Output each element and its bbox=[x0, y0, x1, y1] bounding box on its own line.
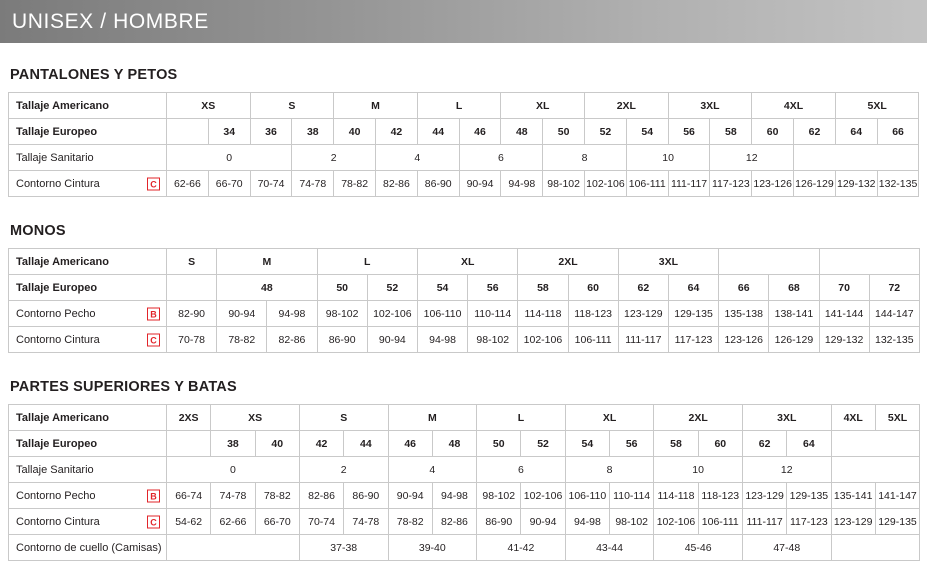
row-label: Contorno Cintura C bbox=[9, 509, 167, 535]
table-cell: 10 bbox=[654, 457, 743, 483]
table-partes-superiores-y-batas bbox=[8, 404, 920, 561]
table-row bbox=[9, 171, 919, 197]
row-label: Tallaje Americano bbox=[9, 249, 167, 275]
table-cell: 43-44 bbox=[565, 535, 654, 561]
row-label: Tallaje Americano bbox=[9, 93, 167, 119]
table-cell: 111-117 bbox=[618, 327, 668, 353]
section-title-monos: MONOS bbox=[10, 223, 66, 239]
row-label: Contorno Cintura C bbox=[9, 327, 167, 353]
table-cell: 54 bbox=[417, 275, 467, 301]
row-label: Tallaje Sanitario bbox=[9, 457, 167, 483]
table-cell: 2XL bbox=[654, 405, 743, 431]
table-cell: 90-94 bbox=[459, 171, 501, 197]
measure-badge-c-icon: C bbox=[147, 177, 160, 190]
table-cell: 52 bbox=[367, 275, 417, 301]
table-cell: 106-111 bbox=[626, 171, 668, 197]
table-cell: 54 bbox=[565, 431, 609, 457]
table-cell: 70 bbox=[819, 275, 869, 301]
table-cell: 12 bbox=[742, 457, 831, 483]
table-cell: 46 bbox=[388, 431, 432, 457]
table-cell: 8 bbox=[543, 145, 627, 171]
table-cell: 135-141 bbox=[831, 483, 875, 509]
page-banner bbox=[0, 0, 927, 43]
table-cell: 74-78 bbox=[344, 509, 388, 535]
table-cell: 12 bbox=[710, 145, 794, 171]
table-cell: 5XL bbox=[875, 405, 919, 431]
row-label: Tallaje Sanitario bbox=[9, 145, 167, 171]
table-cell: 132-135 bbox=[877, 171, 919, 197]
table-cell: 52 bbox=[585, 119, 627, 145]
table-cell: 94-98 bbox=[267, 301, 317, 327]
table-cell: 111-117 bbox=[668, 171, 710, 197]
row-label: Tallaje Europeo bbox=[9, 119, 167, 145]
table-cell: 126-129 bbox=[769, 327, 819, 353]
table-cell: 4 bbox=[388, 457, 477, 483]
table-cell: 138-141 bbox=[769, 301, 819, 327]
table-cell: 98-102 bbox=[477, 483, 521, 509]
table-cell: 4 bbox=[376, 145, 460, 171]
table-cell: 111-117 bbox=[742, 509, 786, 535]
table-cell: 129-135 bbox=[787, 483, 831, 509]
table-cell: 106-110 bbox=[417, 301, 467, 327]
table-cell bbox=[831, 457, 920, 483]
table-cell: 46 bbox=[459, 119, 501, 145]
row-label: Contorno Pecho B bbox=[9, 301, 167, 327]
table-cell: 54-62 bbox=[167, 509, 211, 535]
table-cell: 78-82 bbox=[217, 327, 267, 353]
table-cell: 106-110 bbox=[565, 483, 609, 509]
page-title: UNISEX / HOMBRE bbox=[12, 9, 209, 33]
table-row bbox=[9, 327, 920, 353]
table-cell: 58 bbox=[518, 275, 568, 301]
table-cell: 66 bbox=[877, 119, 919, 145]
table-cell: 144-147 bbox=[869, 301, 919, 327]
table-row bbox=[9, 431, 920, 457]
table-cell: 60 bbox=[698, 431, 742, 457]
table-cell: L bbox=[317, 249, 417, 275]
table-cell: 62 bbox=[742, 431, 786, 457]
table-cell: 45-46 bbox=[654, 535, 743, 561]
table-cell: 68 bbox=[769, 275, 819, 301]
table-cell: 94-98 bbox=[432, 483, 476, 509]
table-body bbox=[9, 405, 920, 561]
measure-badge-b-icon: B bbox=[147, 307, 160, 320]
table-cell: 0 bbox=[167, 145, 292, 171]
table-cell: 66-70 bbox=[255, 509, 299, 535]
table-row bbox=[9, 535, 920, 561]
table-cell: XL bbox=[565, 405, 654, 431]
table-cell: 58 bbox=[654, 431, 698, 457]
table-cell: 34 bbox=[208, 119, 250, 145]
table-cell: 118-123 bbox=[568, 301, 618, 327]
table-cell: 54 bbox=[626, 119, 668, 145]
table-cell bbox=[831, 431, 920, 457]
table-cell: 39-40 bbox=[388, 535, 477, 561]
table-cell: 135-138 bbox=[719, 301, 769, 327]
table-cell: 102-106 bbox=[367, 301, 417, 327]
table-cell: 114-118 bbox=[654, 483, 698, 509]
table-cell: 5XL bbox=[835, 93, 919, 119]
table-cell: 64 bbox=[787, 431, 831, 457]
table-cell: 74-78 bbox=[292, 171, 334, 197]
table-cell: 60 bbox=[568, 275, 618, 301]
table-cell: 86-90 bbox=[477, 509, 521, 535]
table-row bbox=[9, 301, 920, 327]
table-cell: 2 bbox=[299, 457, 388, 483]
section-title-pantalones: PANTALONES Y PETOS bbox=[10, 67, 178, 83]
table-cell: 66 bbox=[719, 275, 769, 301]
table-row bbox=[9, 509, 920, 535]
table-cell: 98-102 bbox=[468, 327, 518, 353]
table-cell: 0 bbox=[167, 457, 300, 483]
table-cell: 41-42 bbox=[477, 535, 566, 561]
table-cell: 78-82 bbox=[388, 509, 432, 535]
table-cell: 90-94 bbox=[521, 509, 565, 535]
table-cell: 66-74 bbox=[167, 483, 211, 509]
table-cell: 64 bbox=[668, 275, 718, 301]
table-cell: 36 bbox=[250, 119, 292, 145]
row-label: Tallaje Americano bbox=[9, 405, 167, 431]
table-row bbox=[9, 275, 920, 301]
table-cell: 2XS bbox=[167, 405, 211, 431]
table-cell: 90-94 bbox=[388, 483, 432, 509]
table-cell: 123-129 bbox=[742, 483, 786, 509]
table-cell: 117-123 bbox=[787, 509, 831, 535]
table-cell: 62 bbox=[794, 119, 836, 145]
table-cell: 56 bbox=[468, 275, 518, 301]
table-cell bbox=[831, 535, 920, 561]
table-cell: 106-111 bbox=[698, 509, 742, 535]
table-cell bbox=[794, 145, 919, 171]
table-cell: 64 bbox=[835, 119, 877, 145]
table-cell: 62-66 bbox=[167, 171, 209, 197]
table-cell: 50 bbox=[477, 431, 521, 457]
table-row bbox=[9, 119, 919, 145]
table-cell: 98-102 bbox=[543, 171, 585, 197]
table-cell: 48 bbox=[501, 119, 543, 145]
table-cell: 82-86 bbox=[299, 483, 343, 509]
table-cell: XL bbox=[501, 93, 585, 119]
table-cell: XS bbox=[167, 93, 251, 119]
table-cell: 62-66 bbox=[211, 509, 255, 535]
table-cell: 78-82 bbox=[334, 171, 376, 197]
table-cell: 48 bbox=[217, 275, 317, 301]
table-cell: 129-135 bbox=[875, 509, 919, 535]
table-cell: 37-38 bbox=[299, 535, 388, 561]
table-cell: 129-132 bbox=[819, 327, 869, 353]
table-cell: 86-90 bbox=[417, 171, 459, 197]
table-cell: 94-98 bbox=[501, 171, 543, 197]
table-body bbox=[9, 249, 920, 353]
table-cell: 102-106 bbox=[585, 171, 627, 197]
table-cell: 74-78 bbox=[211, 483, 255, 509]
table-cell: 86-90 bbox=[317, 327, 367, 353]
table-cell: 2 bbox=[292, 145, 376, 171]
table-cell: 98-102 bbox=[610, 509, 654, 535]
table-cell: 42 bbox=[299, 431, 343, 457]
table-cell: 90-94 bbox=[367, 327, 417, 353]
table-cell: 52 bbox=[521, 431, 565, 457]
table-cell: 44 bbox=[344, 431, 388, 457]
table-cell: 2XL bbox=[585, 93, 669, 119]
table-cell: 42 bbox=[376, 119, 418, 145]
table-cell: 132-135 bbox=[869, 327, 919, 353]
table-cell: 123-129 bbox=[618, 301, 668, 327]
table-pantalones-y-petos bbox=[8, 92, 919, 197]
table-cell: L bbox=[477, 405, 566, 431]
table-cell: M bbox=[388, 405, 477, 431]
table-cell: 90-94 bbox=[217, 301, 267, 327]
table-cell: M bbox=[217, 249, 317, 275]
table-cell: 126-129 bbox=[794, 171, 836, 197]
table-row bbox=[9, 249, 920, 275]
table-cell: 106-111 bbox=[568, 327, 618, 353]
table-cell: 72 bbox=[869, 275, 919, 301]
table-row bbox=[9, 483, 920, 509]
table-cell: 56 bbox=[668, 119, 710, 145]
section-title-partes-superiores: PARTES SUPERIORES Y BATAS bbox=[10, 379, 237, 395]
table-cell: M bbox=[334, 93, 418, 119]
table-cell: 82-86 bbox=[376, 171, 418, 197]
table-cell: 10 bbox=[626, 145, 710, 171]
table-cell: 66-70 bbox=[208, 171, 250, 197]
table-cell: 141-147 bbox=[875, 483, 919, 509]
table-cell: 70-78 bbox=[167, 327, 217, 353]
table-cell: 60 bbox=[752, 119, 794, 145]
table-cell: 94-98 bbox=[565, 509, 609, 535]
table-cell: 117-123 bbox=[710, 171, 752, 197]
table-row bbox=[9, 405, 920, 431]
table-cell: 47-48 bbox=[742, 535, 831, 561]
table-cell: 3XL bbox=[742, 405, 831, 431]
table-cell bbox=[167, 119, 209, 145]
table-cell: 4XL bbox=[831, 405, 875, 431]
table-row bbox=[9, 145, 919, 171]
table-cell: 82-90 bbox=[167, 301, 217, 327]
table-row bbox=[9, 93, 919, 119]
table-cell: 70-74 bbox=[299, 509, 343, 535]
table-cell: 78-82 bbox=[255, 483, 299, 509]
table-cell: 8 bbox=[565, 457, 654, 483]
table-cell: 123-129 bbox=[831, 509, 875, 535]
table-cell bbox=[167, 275, 217, 301]
table-cell: L bbox=[417, 93, 501, 119]
table-cell: 102-106 bbox=[521, 483, 565, 509]
table-cell: 94-98 bbox=[417, 327, 467, 353]
table-cell: 38 bbox=[292, 119, 334, 145]
table-cell: 70-74 bbox=[250, 171, 292, 197]
table-cell: XS bbox=[211, 405, 300, 431]
measure-badge-b-icon: B bbox=[147, 489, 160, 502]
table-cell bbox=[167, 431, 211, 457]
table-cell: 102-106 bbox=[654, 509, 698, 535]
table-cell: 44 bbox=[417, 119, 459, 145]
table-cell: 56 bbox=[610, 431, 654, 457]
table-cell: 6 bbox=[459, 145, 543, 171]
table-cell: 58 bbox=[710, 119, 752, 145]
table-cell: 117-123 bbox=[668, 327, 718, 353]
row-label: Contorno Pecho B bbox=[9, 483, 167, 509]
table-cell: 129-135 bbox=[668, 301, 718, 327]
row-label: Contorno Cintura C bbox=[9, 171, 167, 197]
table-cell: 86-90 bbox=[344, 483, 388, 509]
table-cell: 123-126 bbox=[752, 171, 794, 197]
table-cell: 62 bbox=[618, 275, 668, 301]
table-body bbox=[9, 93, 919, 197]
table-cell: 50 bbox=[317, 275, 367, 301]
table-cell: 3XL bbox=[668, 93, 752, 119]
table-cell: 102-106 bbox=[518, 327, 568, 353]
table-cell: 48 bbox=[432, 431, 476, 457]
table-cell: 2XL bbox=[518, 249, 618, 275]
table-cell: 4XL bbox=[752, 93, 836, 119]
table-monos bbox=[8, 248, 920, 353]
table-row bbox=[9, 457, 920, 483]
table-cell: 6 bbox=[477, 457, 566, 483]
table-cell: 114-118 bbox=[518, 301, 568, 327]
table-cell: 110-114 bbox=[468, 301, 518, 327]
table-cell: 123-126 bbox=[719, 327, 769, 353]
table-cell: 38 bbox=[211, 431, 255, 457]
table-cell bbox=[719, 249, 819, 275]
table-cell: 82-86 bbox=[267, 327, 317, 353]
table-cell bbox=[167, 535, 300, 561]
table-cell: 40 bbox=[255, 431, 299, 457]
measure-badge-c-icon: C bbox=[147, 515, 160, 528]
table-cell: 110-114 bbox=[610, 483, 654, 509]
table-cell: 82-86 bbox=[432, 509, 476, 535]
table-cell: 141-144 bbox=[819, 301, 869, 327]
row-label: Tallaje Europeo bbox=[9, 275, 167, 301]
table-cell: XL bbox=[417, 249, 517, 275]
table-cell: 129-132 bbox=[835, 171, 877, 197]
table-cell: 40 bbox=[334, 119, 376, 145]
measure-badge-c-icon: C bbox=[147, 333, 160, 346]
table-cell bbox=[819, 249, 919, 275]
table-cell: S bbox=[250, 93, 334, 119]
table-cell: 3XL bbox=[618, 249, 718, 275]
table-cell: 98-102 bbox=[317, 301, 367, 327]
table-cell: 50 bbox=[543, 119, 585, 145]
row-label: Contorno de cuello (Camisas) bbox=[9, 535, 167, 561]
table-cell: 118-123 bbox=[698, 483, 742, 509]
table-cell: S bbox=[299, 405, 388, 431]
row-label: Tallaje Europeo bbox=[9, 431, 167, 457]
table-cell: S bbox=[167, 249, 217, 275]
